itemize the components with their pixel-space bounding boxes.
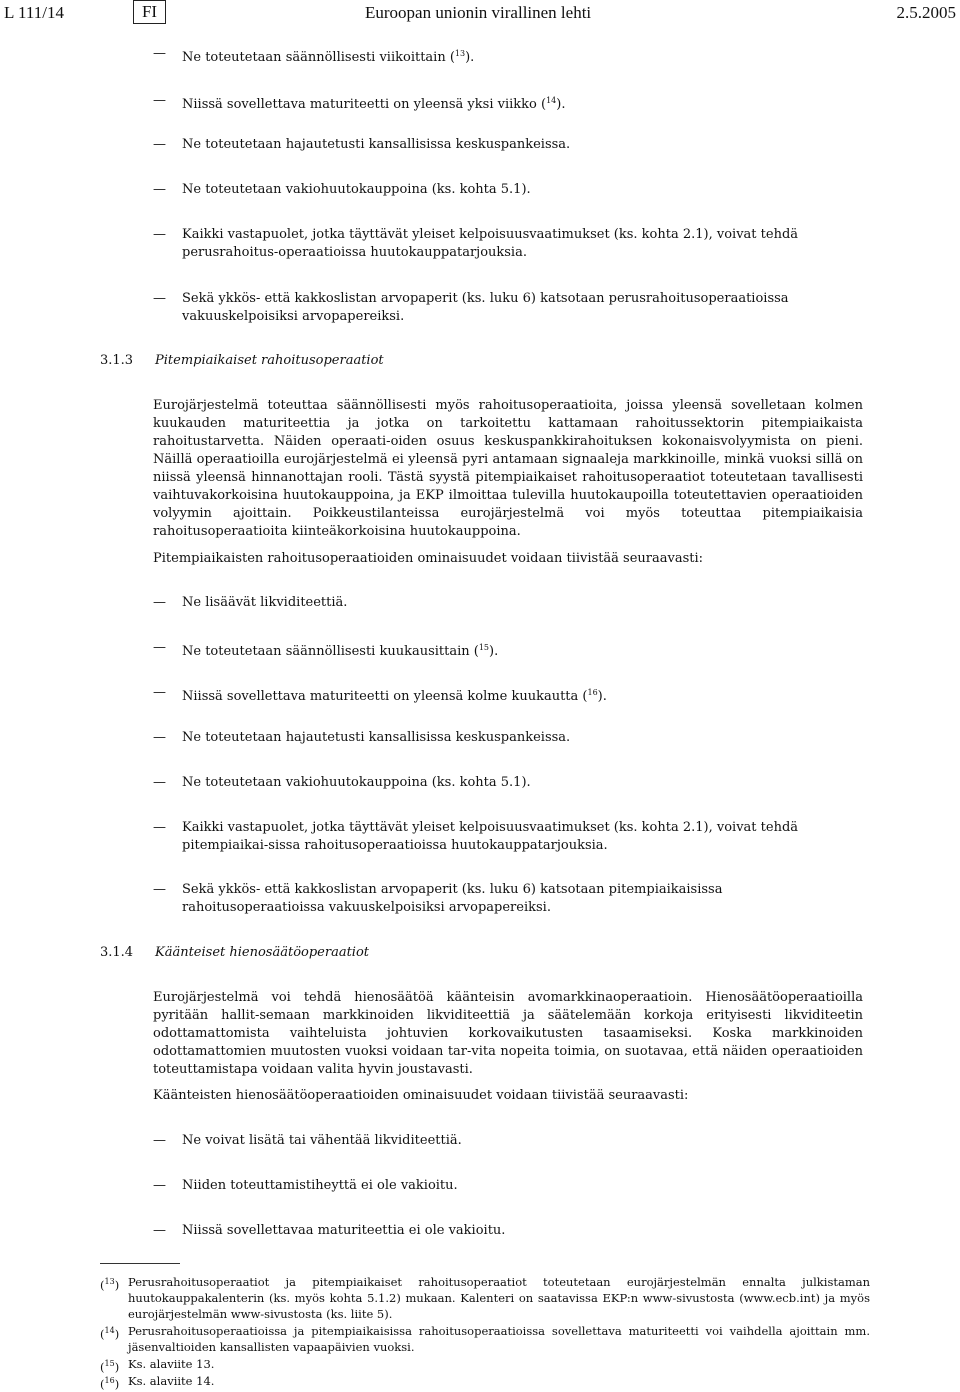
list-item: — Ne toteutetaan vakiohuutokauppoina (ks. kohta 5.1). [153, 181, 863, 199]
dash-icon [153, 136, 173, 154]
body-paragraph: Käänteisten hienosäätöoperaatioiden ominaisuudet voidaan tiivistää seuraavasti: [153, 1088, 689, 1103]
footnote-ref[interactable]: 14 [546, 96, 557, 105]
dash-icon [153, 774, 173, 792]
footnote-number: ($^{13}$) [100, 1277, 120, 1292]
dash-icon [153, 181, 173, 199]
dash-icon [153, 684, 173, 702]
section-number: 3.1.4 [100, 945, 134, 960]
footnote-number: ($^{14}$) [100, 1326, 120, 1341]
language-code-box: FI [133, 0, 166, 24]
body-paragraph: Eurojärjestelmä voi tehdä hienosäätöä käänteisin avomarkkinaoperaatioin. Hienosäätöoperaatioilla pyritään hallit-semaan markkinoiden likviditeettiä ja säätelemään korkoja erityisesti likviditeetin odottamattomista vaihteluista johtuvien korkovaikutusten tasaamiseksi. Koska markkinoiden odottamattomien muutosten vuoksi voidaan tar-vita nopeita toimia, on suotavaa, että näiden operaatioiden toteuttamistapa voidaan valita hyvin joustavasti. [153, 990, 863, 1077]
dash-icon [153, 639, 173, 657]
list-item: — Niissä sovellettava maturiteetti on yleensä yksi viikko ($^{14}$). [153, 92, 863, 114]
dash-icon [153, 729, 173, 747]
dash-icon [153, 1132, 173, 1150]
footnote-ref[interactable]: 15 [478, 643, 490, 652]
list-item: — Ne toteutetaan hajautetusti kansallisissa keskuspankeissa. [153, 136, 863, 154]
list-item: — Niissä sovellettavaa maturiteettia ei ole vakioitu. [153, 1222, 863, 1240]
list-item: — Sekä ykkös- että kakkoslistan arvopaperit (ks. luku 6) katsotaan perusrahoitusoperaatioissa vakuuskelpoisiksi arvopapereiksi. [153, 290, 863, 326]
list-item: — Sekä ykkös- että kakkoslistan arvopaperit (ks. luku 6) katsotaan pitempiaikaisissa rahoitusoperaatioissa vakuuskelpoisiksi arvopapereiksi. [153, 881, 863, 917]
dash-icon [153, 290, 173, 308]
footnote-divider [100, 1263, 180, 1264]
body-paragraph: Eurojärjestelmä toteuttaa säännöllisesti myös rahoitusoperaatioita, joissa yleensä sovelletaan kolmen kuukauden maturiteettia ja jotka on tarkoitettu kattamaan rahoitussektorin pitempiaikaista rahoitustarvetta. Näiden operaati-oiden osuus keskuspankkirahoituksen kokonaisvolyymista on pieni. Näillä operaatioilla eurojärjestelmä ei yleensä pyri antamaan signaaleja markkinoille, minkä vuoksi sillä on niissä yleensä hinnanottajan rooli. Tästä syystä pitempiaikaiset rahoitusoperaatiot toteutetaan tavallisesti vaihtuvakorkoisina huutokauppoina, ja EKP ilmoittaa tulevilla huutokaupoilla toteutettavien operaatioiden volyymin ajoittain. Poikkeustilanteissa eurojärjestelmä voi myös toteuttaa pitempiaikaisia rahoitusoperaatioita kiinteäkorkoisina huutokauppoina. [153, 398, 863, 539]
journal-title: Euroopan unionin virallinen lehti [365, 3, 592, 22]
footnote-ref[interactable]: 13 [454, 49, 466, 58]
list-item: — Ne toteutetaan vakiohuutokauppoina (ks. kohta 5.1). [153, 774, 863, 792]
dash-icon [153, 45, 173, 63]
dash-icon [153, 226, 173, 244]
list-item: — Niissä sovellettava maturiteetti on yleensä kolme kuukautta ($^{16}$). [153, 684, 863, 706]
dash-icon [153, 594, 173, 612]
section-title: Käänteiset hienosäätöoperaatiot [155, 945, 370, 960]
list-item: — Niiden toteuttamistiheyttä ei ole vakioitu. [153, 1177, 863, 1195]
body-paragraph: Pitempiaikaisten rahoitusoperaatioiden ominaisuudet voidaan tiivistää seuraavasti: [153, 551, 704, 566]
list-item: — Ne toteutetaan säännöllisesti kuukausittain ($^{15}$). [153, 639, 863, 661]
dash-icon [153, 1177, 173, 1195]
dash-icon [153, 881, 173, 899]
dash-icon [153, 819, 173, 837]
footnote: ($^{16}$) Ks. alaviite 14. [100, 1374, 215, 1391]
list-item: — Ne lisäävät likviditeettiä. [153, 594, 863, 612]
list-item: — Ne voivat lisätä tai vähentää likviditeettiä. [153, 1132, 863, 1150]
section-title: Pitempiaikaiset rahoitusoperaatiot [155, 353, 384, 368]
list-item: — Kaikki vastapuolet, jotka täyttävät yleiset kelpoisuusvaatimukset (ks. kohta 2.1), voivat tehdä perusrahoitus-operaatioissa huutokauppatarjouksia. [153, 226, 863, 262]
dash-icon [153, 1222, 173, 1240]
journal-reference: L 111/14 [4, 3, 64, 22]
dash-icon [153, 92, 173, 110]
footnote: ($^{14}$) Perusrahoitusoperaatioissa ja pitempiaikaisissa rahoitusoperaatioissa sovellettava maturiteetti voi vaihdella ajoittain mm. jäsenvaltioiden kansallisten vapaapäivien vuoksi. [100, 1324, 870, 1354]
footnote: ($^{13}$) Perusrahoitusoperaatiot ja pitempiaikaiset rahoitusoperaatiot toteutetaan eurojärjestelmän ennalta julkistaman huutokauppakalenterin (ks. myös kohta 5.1.2) mukaan. Kalenteri on saatavissa EKP:n www-sivustosta (www.ecb.int) ja myös eurojärjestelmän www-sivustosta (ks. liite 5). [100, 1275, 870, 1321]
publication-date: 2.5.2005 [896, 3, 956, 22]
section-number: 3.1.3 [100, 353, 134, 368]
footnote-number: ($^{16}$) [100, 1376, 120, 1391]
footnote: ($^{15}$) Ks. alaviite 13. [100, 1357, 215, 1374]
page-header [0, 0, 960, 24]
footnote-ref[interactable]: 16 [587, 688, 598, 697]
list-item: — Ne toteutetaan hajautetusti kansallisissa keskuspankeissa. [153, 729, 863, 747]
footnote-number: ($^{15}$) [100, 1359, 120, 1374]
list-item: — Ne toteutetaan säännöllisesti viikoittain ($^{13}$). [153, 45, 863, 67]
list-item: — Kaikki vastapuolet, jotka täyttävät yleiset kelpoisuusvaatimukset (ks. kohta 2.1), voivat tehdä pitempiaikai-sissa rahoitusoperaatioissa huutokauppatarjouksia. [153, 819, 863, 855]
